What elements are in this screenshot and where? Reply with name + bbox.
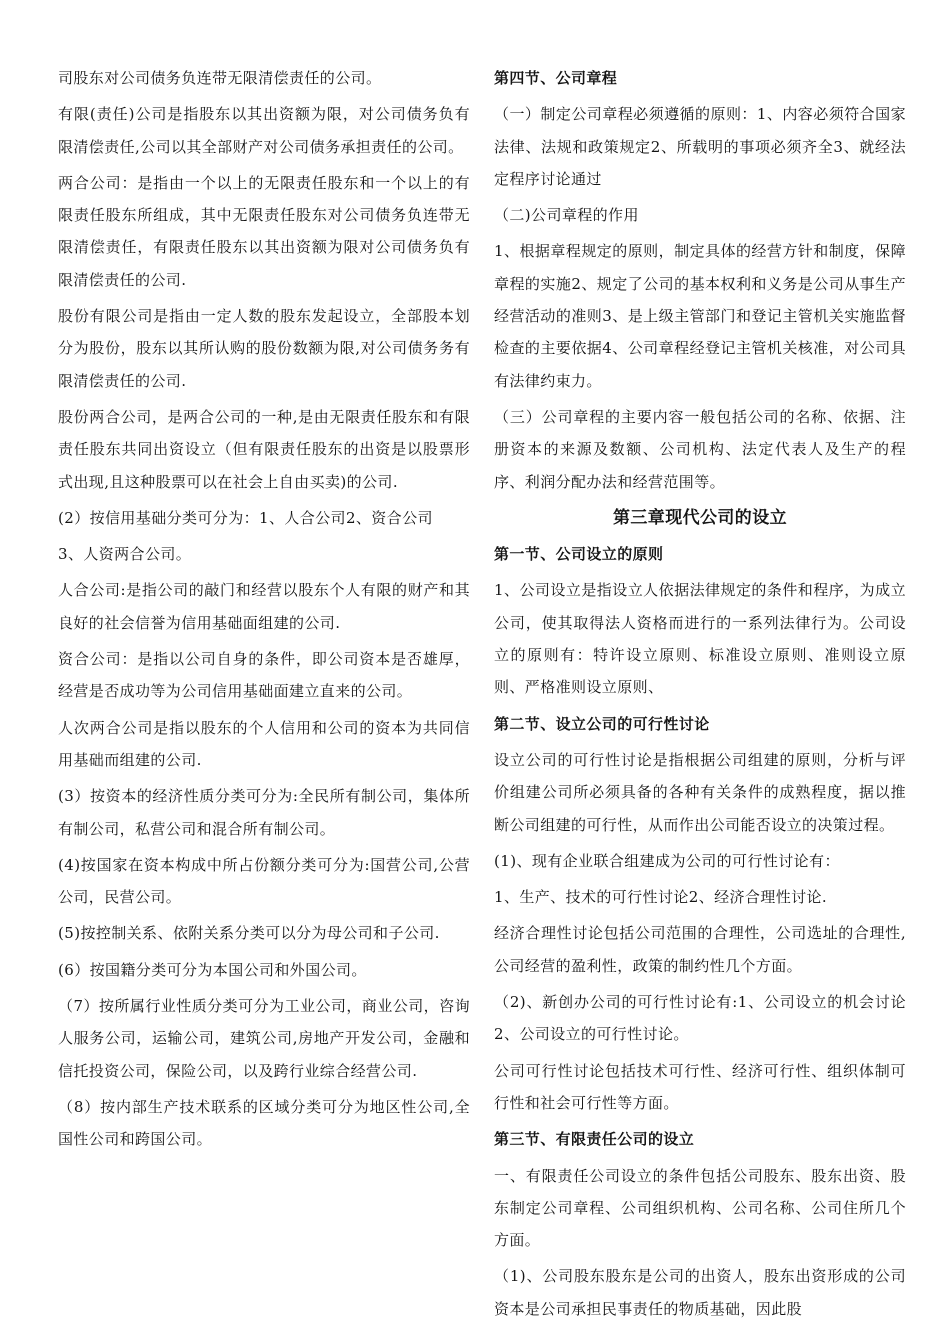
section-heading: 第一节、公司设立的原则 [494,545,664,564]
paragraph: 人次两合公司是指以股东的个人信用和公司的资本为共同信用基础而组建的公司. [58,718,470,769]
paragraph: 一、有限责任公司设立的条件包括公司股东、股东出资、股东制定公司章程、公司组织机构、公司名称、公司住所几个方面。 [494,1166,906,1250]
paragraph: 1、根据章程规定的原则，制定具体的经营方针和制度，保障章程的实施2、规定了公司的基本权利和义务是公司从事生产经营活动的准则3、是上级主管部门和登记主管机关实施监督检查的主要依据4、公司章程经登记主管机关核准，对公司具有法律约束力。 [494,242,906,390]
paragraph: 1、生产、技术的可行性讨论2、经济合理性讨论. [494,888,828,907]
paragraph: 资合公司：是指以公司自身的条件，即公司资本是否雄厚，经营是否成功等为公司信用基础面建立直来的公司。 [58,650,470,701]
chapter-heading: 第三章现代公司的设立 [613,507,787,528]
paragraph: 设立公司的可行性讨论是指根据公司组建的原则，分析与评价组建公司所必须具备的各种有关条件的成熟程度，据以推断公司组建的可行性，从而作出公司能否设立的决策过程。 [494,750,906,834]
paragraph: （1)、公司股东股东是公司的出资人，股东出资形成的公司资本是公司承担民事责任的物质基础，因此股 [494,1267,906,1318]
paragraph: 两合公司：是指由一个以上的无限责任股东和一个以上的有限责任股东所组成，其中无限责任股东对公司债务负连带无限清偿责任，有限责任股东以其出资额为限对公司债务负有限清偿责任的公司. [58,173,470,289]
paragraph: （一）制定公司章程必须遵循的原则：1、内容必须符合国家法律、法规和政策规定2、所载明的事项必须齐全3、就经法定程序讨论通过 [494,105,906,188]
section-heading: 第三节、有限责任公司的设立 [494,1130,695,1149]
section-heading: 第四节、公司章程 [494,69,618,87]
right-column [494,62,906,1329]
paragraph: （2)、新创办公司的可行性讨论有:1、公司设立的机会讨论2、公司设立的可行性讨论。 [494,993,906,1044]
paragraph: (4)按国家在资本构成中所占份额分类可分为:国营公司,公营公司，民营公司。 [58,855,470,907]
paragraph: (1)、现有企业联合组建成为公司的可行性讨论有： [494,851,840,870]
paragraph: （三）公司章程的主要内容一般包括公司的名称、依据、注册资本的来源及数额、公司机构、法定代表人及生产的程序、利润分配办法和经营范围等。 [494,407,906,491]
paragraph: （二)公司章程的作用 [494,206,639,225]
paragraph: (5)按控制关系、依附关系分类可以分为母公司和子公司. [58,924,440,943]
paragraph: 股份有限公司是指由一定人数的股东发起设立，全部股本划分为股份，股东以其所认购的股份数额为限,对公司债务务有限清偿责任的公司. [58,307,470,390]
paragraph: （8）按内部生产技术联系的区域分类可分为地区性公司,全国性公司和跨国公司。 [58,1097,470,1149]
paragraph: (6）按国籍分类可分为本国公司和外国公司。 [58,960,367,979]
paragraph: 有限(责任)公司是指股东以其出资额为限，对公司债务负有限清偿责任,公司以其全部财产对公司债务承担责任的公司。 [58,105,470,156]
paragraph: (3）按资本的经济性质分类可分为:全民所有制公司，集体所有制公司，私营公司和混合所有制公司。 [58,787,470,838]
paragraph: 经济合理性讨论包括公司范围的合理性，公司选址的合理性,公司经营的盈利性，政策的制约性几个方面。 [494,924,906,975]
paragraph: 股份两合公司，是两合公司的一种,是由无限责任股东和有限责任股东共同出资设立（但有限责任股东的出资是以股票形式出现,且这种股票可以在社会上自由买卖)的公司. [58,407,470,491]
section-heading: 第二节、设立公司的可行性讨论 [494,714,710,733]
paragraph: 人合公司:是指公司的敲门和经营以股东个人有限的财产和其良好的社会信誉为信用基础面组建的公司. [58,581,470,632]
paragraph: （7）按所属行业性质分类可分为工业公司，商业公司，咨询人服务公司，运输公司，建筑公司,房地产开发公司，金融和信托投资公司，保险公司，以及跨行业综合经营公司. [58,997,470,1080]
paragraph: (2）按信用基础分类可分为：1、人合公司2、资合公司 [58,508,433,527]
paragraph: 1、公司设立是指设立人依据法律规定的条件和程序，为成立公司，使其取得法人资格而进行的一系列法律行为。公司设立的原则有：特许设立原则、标准设立原则、准则设立原则、严格准则设立原则、 [494,581,906,697]
paragraph: 3、人资两合公司。 [58,545,192,564]
paragraph: 公司可行性讨论包括技术可行性、经济可行性、组织体制可行性和社会可行性等方面。 [494,1061,906,1112]
paragraph: 司股东对公司债务负连带无限清偿责任的公司。 [58,69,382,87]
left-column [58,62,470,1160]
